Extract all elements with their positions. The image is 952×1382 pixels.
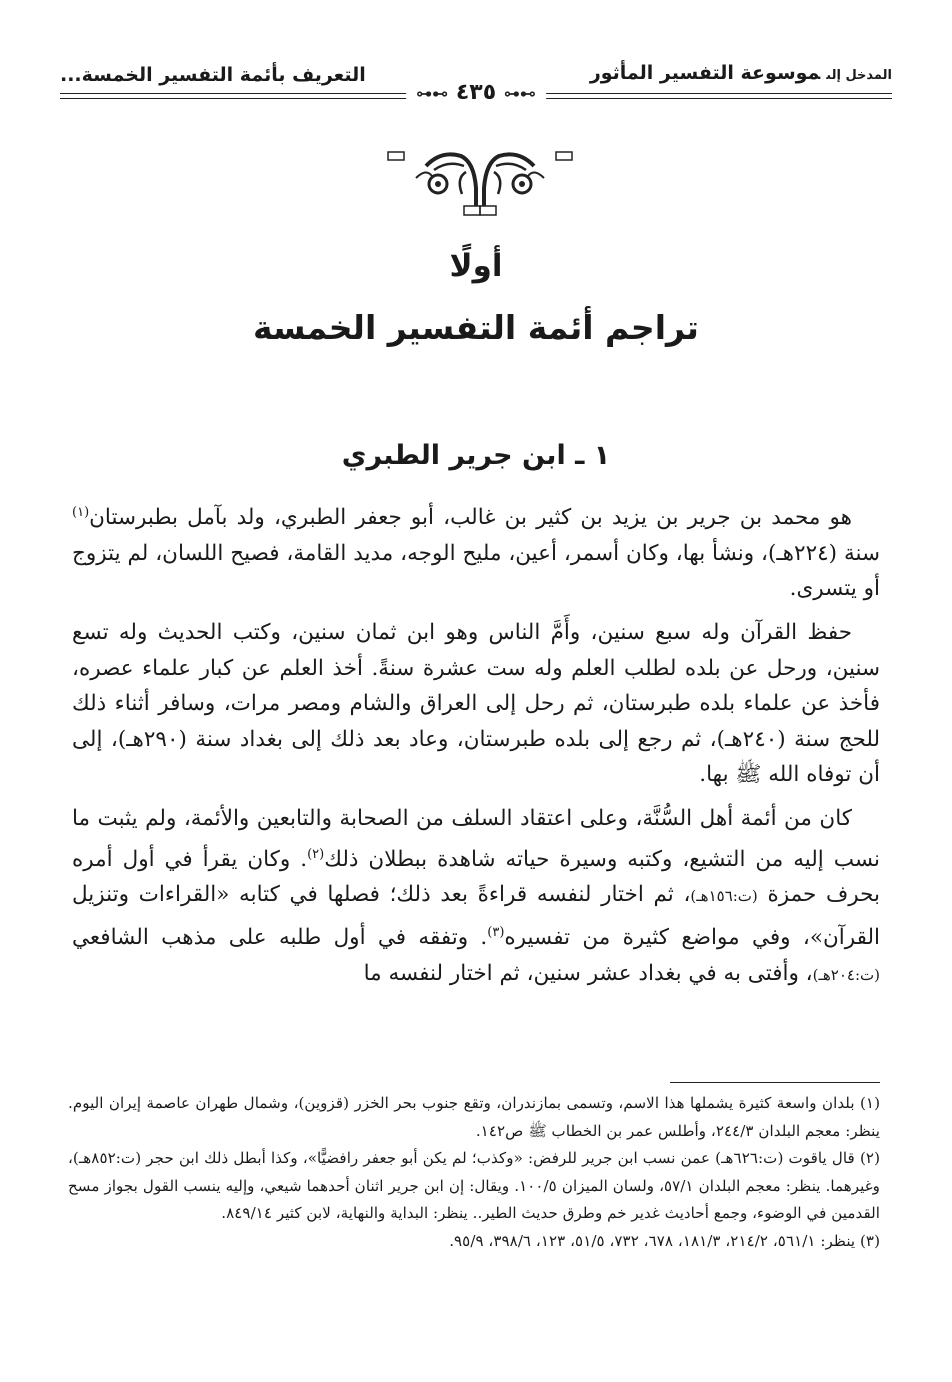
text-run: حفظ القرآن وله سبع سنين، وأَمَّ الناس وهو ابن ثمان سنين، وكتب الحديث وله تسع سنين، ورحل عن بلده لطلب العلم وله ست عشرة سنةً. أخذ العلم عن كبار علماء عصره، فأخذ عن علماء بلده طبرستان، ثم رحل إلى العراق والشام ومصر مرات، وسافر أثناء ذلك للحج سنة (٢٤٠هـ)، ثم رجع إلى بلده طبرستان، وعاد بعد ذلك إلى بغداد سنة (٢٩٠هـ)، إلى أن توفاه الله ﷺ بها. (72, 619, 880, 788)
text-run: سنة (٢٢٤هـ)، ونشأ بها، وكان أسمر، أعين، مليح الوجه، مديد القامة، فصيح اللسان، لم يتزوج أو يتسرى. (72, 540, 880, 602)
footnote-1: (١) بلدان واسعة كثيرة يشملها هذا الاسم، وتسمى بمازندران، وتقع جنوب بحر الخزر (قزوين)، وشمال طهران عاصمة إيران اليوم. ينظر: معجم البلدان ٢٤٤/٣، وأطلس عمر بن الخطاب ﷺ ص١٤٢. (68, 1094, 880, 1140)
page-number-block (406, 80, 546, 105)
part-heading: أولًا (449, 248, 503, 284)
footnote-ref: (٣) (487, 924, 505, 940)
section-running-title: التعريف بأئمة التفسير الخمسة... (60, 64, 366, 86)
footnote-2: (٢) قال ياقوت (ت:٦٢٦هـ) عمن نسب ابن جرير للرفض: «وكذب؛ لم يكن أبو جعفر رافضيًّا»، وكذا أبطل ذلك ابن حجر (ت:٨٥٢هـ)، وغيرهما. ينظر: معجم البلدان ٥٧/١، ولسان الميزان ١٠٠/٥. ويقال: إن ابن جرير اثنان أحدهما شيعي، وإليه ينسب القول بجواز مسح القدمين في الوضوء، وجمع أحاديث غدير خم وطرق حديث الطير.. ينظر: البداية والنهاية، لابن كثير ٨٤٩/١٤. (68, 1149, 880, 1223)
text-run: . وكان يقرأ في أول أمره بحرف حمزة (72, 846, 880, 908)
text-run: ، وأفتى به في بغداد عشر سنين، ثم اختار لنفسه ما (363, 960, 813, 986)
footnotes (68, 1090, 880, 1256)
text-run: هو محمد بن جرير بن يزيد بن كثير بن غالب، أبو جعفر الطبري، ولد بآمل بطبرستان (89, 505, 852, 531)
text-run: كان من أئمة أهل السُّنَّة، وعلى اعتقاد السلف من الصحابة والتابعين والأئمة، ولم يثبت ما نسب إليه من التشيع، وكتبه وسيرة حياته شاهدة ببطلان ذلك (72, 805, 880, 872)
footnote-divider (670, 1082, 880, 1083)
text-run: . وتفقه في أول طلبه على مذهب الشافعي (72, 925, 488, 950)
book-intro: المدخل إلى (826, 68, 892, 83)
decorative-ornament-icon (386, 148, 574, 220)
ornament-right-icon: ⊶⊷ (416, 84, 449, 103)
book-title (590, 62, 892, 84)
footnote-ref: (٢) (307, 846, 325, 862)
paragraph (72, 495, 880, 607)
running-header (60, 58, 892, 120)
ornament-left-icon: ⊶⊷ (503, 84, 536, 103)
footnote-ref: (١) (72, 505, 90, 520)
main-text (72, 495, 880, 1001)
death-date: (ت:١٥٦هـ) (690, 887, 758, 906)
page-number: ٤٣٥ (455, 80, 497, 105)
death-date: (ت:٢٠٤هـ) (812, 965, 880, 984)
book-name: موسوعة التفسير المأثور (589, 62, 821, 84)
paragraph (72, 615, 880, 793)
text-run: ، ثم اختار لنفسه قراءةً بعد ذلك؛ فصلها في كتابه «القراءات وتنزيل القرآن»، وفي مواضع كثيرة من تفسيره (72, 882, 881, 950)
footnote-3: (٣) ينظر: ٥٦١/١، ٢١٤/٢، ١٨١/٣، ٦٧٨، ٧٣٢، ٥١/٥، ١٢٣، ٣٩٨/٦، ٩٥/٩. (449, 1231, 880, 1250)
paragraph (72, 801, 880, 993)
section-heading: ١ ـ ابن جرير الطبري (341, 440, 611, 471)
chapter-title: تراجم أئمة التفسير الخمسة (253, 308, 699, 347)
